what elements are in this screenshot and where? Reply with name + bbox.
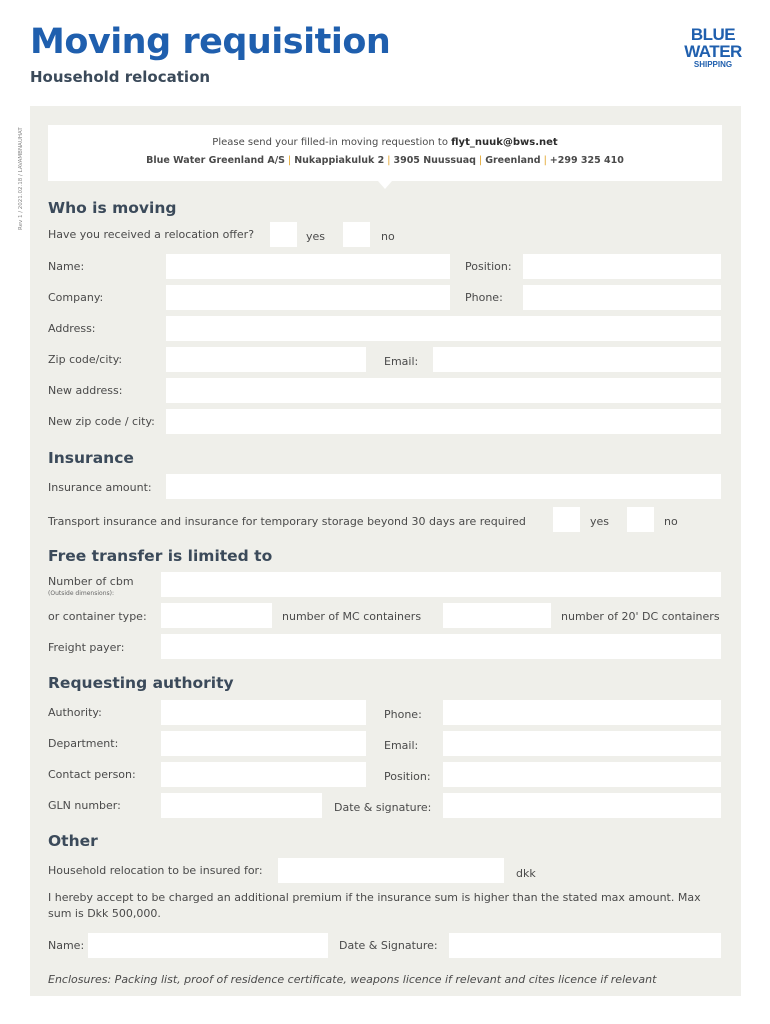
- address-label: Address:: [48, 322, 96, 335]
- cbm-note: (Outside dimensions):: [48, 590, 114, 597]
- email-label: Email:: [384, 355, 419, 368]
- name-field[interactable]: [166, 254, 450, 279]
- info-box: [48, 125, 722, 181]
- offer-no-label: no: [381, 230, 395, 243]
- new-address-label: New address:: [48, 384, 123, 397]
- section-heading-who-is-moving: Who is moving: [48, 199, 177, 217]
- freight-payer-field[interactable]: [161, 634, 721, 659]
- authority-date-signature-label: Date & signature:: [334, 801, 432, 814]
- currency-label: dkk: [516, 867, 536, 880]
- section-heading-free-transfer: Free transfer is limited to: [48, 547, 273, 565]
- logo-line-3: SHIPPING: [693, 60, 733, 69]
- mc-containers-field[interactable]: [161, 603, 272, 628]
- contact-person-label: Contact person:: [48, 768, 136, 781]
- section-heading-requesting-authority: Requesting authority: [48, 674, 234, 692]
- company-field[interactable]: [166, 285, 450, 310]
- cbm-label: Number of cbm: [48, 575, 134, 588]
- address-field[interactable]: [166, 316, 721, 341]
- position-field[interactable]: [523, 254, 721, 279]
- enclosures-note: Enclosures: Packing list, proof of residence certificate, weapons licence if relevant and cites licence if relevant: [48, 973, 657, 986]
- authority-position-field[interactable]: [443, 762, 721, 787]
- company-name: Blue Water Greenland A/S: [146, 155, 286, 166]
- department-field[interactable]: [161, 731, 366, 756]
- new-address-field[interactable]: [166, 378, 721, 403]
- street: Nukappiakuluk 2: [294, 155, 385, 166]
- email-field[interactable]: [433, 347, 721, 372]
- company-phone: +299 325 410: [549, 155, 624, 166]
- zip-city-label: Zip code/city:: [48, 353, 123, 366]
- transport-insurance-yes-checkbox[interactable]: [553, 507, 580, 532]
- offer-no-checkbox[interactable]: [343, 222, 370, 247]
- signer-date-signature-field[interactable]: [449, 933, 721, 958]
- insurance-amount-label: Insurance amount:: [48, 481, 152, 494]
- signer-name-label: Name:: [48, 939, 85, 952]
- transport-insurance-yes-label: yes: [590, 515, 610, 528]
- info-box-pointer: [378, 181, 392, 189]
- phone-field[interactable]: [523, 285, 721, 310]
- separator: |: [387, 155, 391, 166]
- contact-email[interactable]: flyt_nuuk@bws.net: [451, 137, 558, 148]
- position-label: Position:: [465, 260, 512, 273]
- offer-question-label: Have you received a relocation offer?: [48, 228, 255, 241]
- insured-for-field[interactable]: [278, 858, 504, 883]
- company-address: [48, 155, 722, 166]
- freight-payer-label: Freight payer:: [48, 641, 125, 654]
- transport-insurance-question: Transport insurance and insurance for temporary storage beyond 30 days are required: [48, 515, 526, 528]
- transport-insurance-no-checkbox[interactable]: [627, 507, 654, 532]
- authority-phone-label: Phone:: [384, 708, 422, 721]
- authority-email-label: Email:: [384, 739, 419, 752]
- logo-line-2: WATER: [684, 42, 742, 61]
- send-text: Please send your filled-in moving requestion to: [212, 137, 452, 148]
- country: Greenland: [485, 155, 541, 166]
- phone-label: Phone:: [465, 291, 503, 304]
- insured-for-label: Household relocation to be insured for:: [48, 864, 263, 877]
- blue-water-logo: [684, 26, 742, 69]
- authority-field[interactable]: [161, 700, 366, 725]
- cbm-field[interactable]: [161, 572, 721, 597]
- signer-name-field[interactable]: [88, 933, 328, 958]
- department-label: Department:: [48, 737, 119, 750]
- separator: |: [288, 155, 292, 166]
- send-instructions: [48, 137, 722, 148]
- authority-email-field[interactable]: [443, 731, 721, 756]
- gln-number-field[interactable]: [161, 793, 322, 818]
- zip-city-field[interactable]: [166, 347, 366, 372]
- revision-note: Rev 1 / 2021.02.18 / LAVAMBNAUHAT: [18, 127, 24, 230]
- gln-number-label: GLN number:: [48, 799, 121, 812]
- signer-date-signature-label: Date & Signature:: [339, 939, 438, 952]
- name-label: Name:: [48, 260, 85, 273]
- dc-containers-label: number of 20' DC containers: [561, 610, 720, 623]
- logo-line-1: BLUE: [690, 25, 736, 44]
- separator: |: [478, 155, 483, 166]
- authority-phone-field[interactable]: [443, 700, 721, 725]
- offer-yes-checkbox[interactable]: [270, 222, 297, 247]
- separator: |: [543, 155, 547, 166]
- container-type-label: or container type:: [48, 610, 147, 623]
- section-heading-other: Other: [48, 832, 98, 850]
- section-heading-insurance: Insurance: [48, 449, 134, 467]
- dc-containers-field[interactable]: [443, 603, 551, 628]
- mc-containers-label: number of MC containers: [282, 610, 422, 623]
- contact-person-field[interactable]: [161, 762, 366, 787]
- new-zip-city-label: New zip code / city:: [48, 415, 155, 428]
- premium-acceptance-text: I hereby accept to be charged an additional premium if the insurance sum is higher than the stated max amount. Max sum is Dkk 500,000.: [48, 891, 701, 920]
- company-label: Company:: [48, 291, 104, 304]
- authority-label: Authority:: [48, 706, 102, 719]
- page-subtitle: Household relocation: [30, 68, 211, 86]
- insurance-amount-field[interactable]: [166, 474, 721, 499]
- transport-insurance-no-label: no: [664, 515, 678, 528]
- offer-yes-label: yes: [306, 230, 326, 243]
- authority-date-signature-field[interactable]: [443, 793, 721, 818]
- authority-position-label: Position:: [384, 770, 431, 783]
- page-title: Moving requisition: [30, 22, 391, 62]
- new-zip-city-field[interactable]: [166, 409, 721, 434]
- city: 3905 Nuussuaq: [393, 155, 476, 166]
